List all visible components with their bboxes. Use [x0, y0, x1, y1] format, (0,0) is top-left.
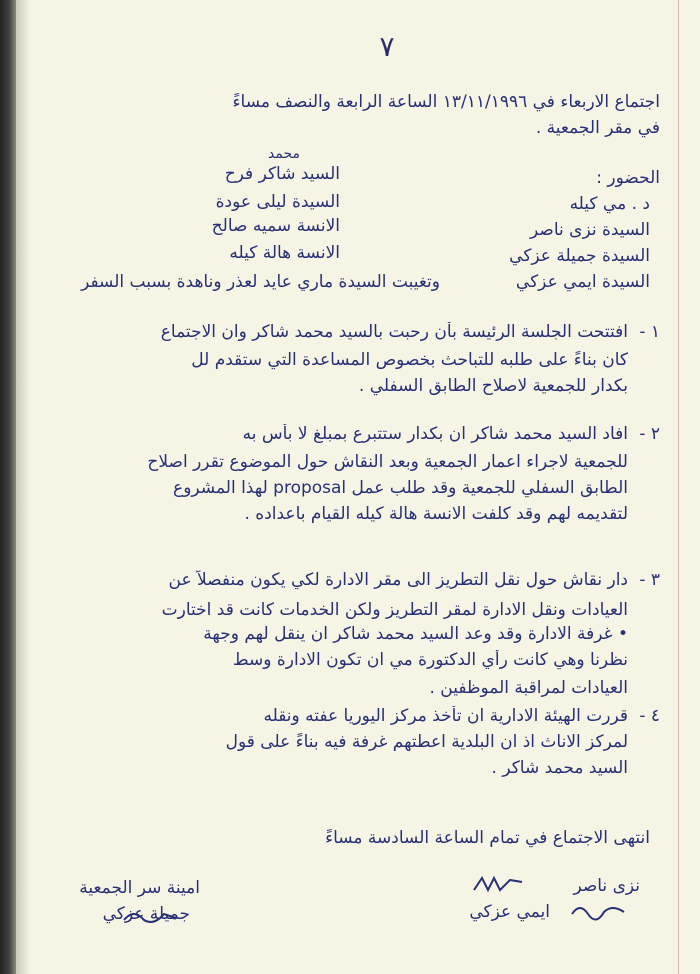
attendee-right-4: السيدة ايمي عزكي [515, 272, 650, 292]
closing-line: انتهى الاجتماع في تمام الساعة السادسة مساءً [325, 828, 650, 848]
item-1-number: ١ - [639, 322, 660, 342]
page-binding [0, 0, 16, 974]
attendee-left-3: الانسة سميه صالح [211, 216, 340, 236]
item-3-line-1: دار نقاش حول نقل التطريز الى مقر الادارة لكي يكون منفصلاً عن [168, 570, 628, 590]
attendee-right-2: السيدة نزى ناصر [530, 220, 650, 240]
secretary-title: امينة سر الجمعية [79, 878, 200, 898]
page-number: ٧ [379, 30, 395, 63]
signature-mark-3 [120, 906, 180, 928]
item-4-line-3: السيد محمد شاكر . [491, 758, 628, 778]
secretary-name: جميلة عزكي [102, 904, 190, 924]
margin-rule [678, 0, 679, 974]
item-3-line-2: العيادات ونقل الادارة لمقر التطريز ولكن الخدمات كانت قد اختارت [161, 600, 628, 620]
item-2-line-2: للجمعية لاجراء اعمار الجمعية وبعد النقاش حول الموضوع تقرر اصلاح [147, 452, 628, 472]
attendance-label: الحضور : [596, 168, 660, 188]
item-3-number: ٣ - [639, 570, 660, 590]
item-4-number: ٤ - [639, 706, 660, 726]
item-3-line-5: العيادات لمراقبة الموظفين . [429, 678, 628, 698]
header-line-1: اجتماع الاربعاء في ١٣/١١/١٩٩٦ الساعة الرابعة والنصف مساءً [232, 92, 660, 112]
item-2-line-3: الطابق السفلي للجمعية وقد طلب عمل proposal لهذا المشروع [173, 478, 628, 498]
signature-mark-1 [470, 872, 530, 900]
item-3-line-3: • غرفة الادارة وقد وعد السيد محمد شاكر ان ينقل لهم وجهة [203, 624, 628, 644]
item-1-line-3: بكدار للجمعية لاصلاح الطابق السفلي . [358, 376, 628, 396]
signature-mark-2 [568, 898, 628, 922]
header-line-2: في مقر الجمعية . [535, 118, 660, 138]
attendance-annotation: محمد [268, 146, 300, 162]
binding-shadow [16, 0, 30, 974]
item-2-number: ٢ - [639, 424, 660, 444]
item-4-line-2: لمركز الاناث اذ ان البلدية اعطتهم غرفة فيه بناءً على قول [225, 732, 628, 752]
attendee-left-2: السيدة ليلى عودة [215, 192, 340, 212]
item-2-line-4: لتقديمه لهم وقد كلفت الانسة هالة كيله القيام باعداده . [244, 504, 628, 524]
item-3-line-4: نظرنا وهي كانت رأي الدكتورة مي ان تكون الادارة وسط [232, 650, 628, 670]
attendee-right-1: د . مي كيله [569, 194, 650, 214]
attendee-left-4: الانسة هالة كيله [229, 243, 340, 263]
item-2-line-1: افاد السيد محمد شاكر ان بكدار ستتبرع بمبلغ لا بأس به [242, 424, 628, 444]
item-4-line-1: قررت الهيئة الادارية ان تأخذ مركز اليوريا عفته ونقله [263, 706, 628, 726]
absence-note: وتغيبت السيدة ماري عايد لعذر وناهدة بسبب السفر [81, 272, 440, 292]
item-1-line-2: كان بناءً على طلبه للتباحث بخصوص المساعدة التي ستقدم لل [191, 350, 628, 370]
attendee-left-1: السيد شاكر فرح [224, 164, 340, 184]
signatory-1-name: نزى ناصر [573, 876, 640, 896]
item-1-line-1: افتتحت الجلسة الرئيسة بأن رحبت بالسيد محمد شاكر وان الاجتماع [160, 322, 628, 342]
signatory-2-name: ايمي عزكي [469, 902, 550, 922]
attendee-right-3: السيدة جميلة عزكي [509, 246, 650, 266]
